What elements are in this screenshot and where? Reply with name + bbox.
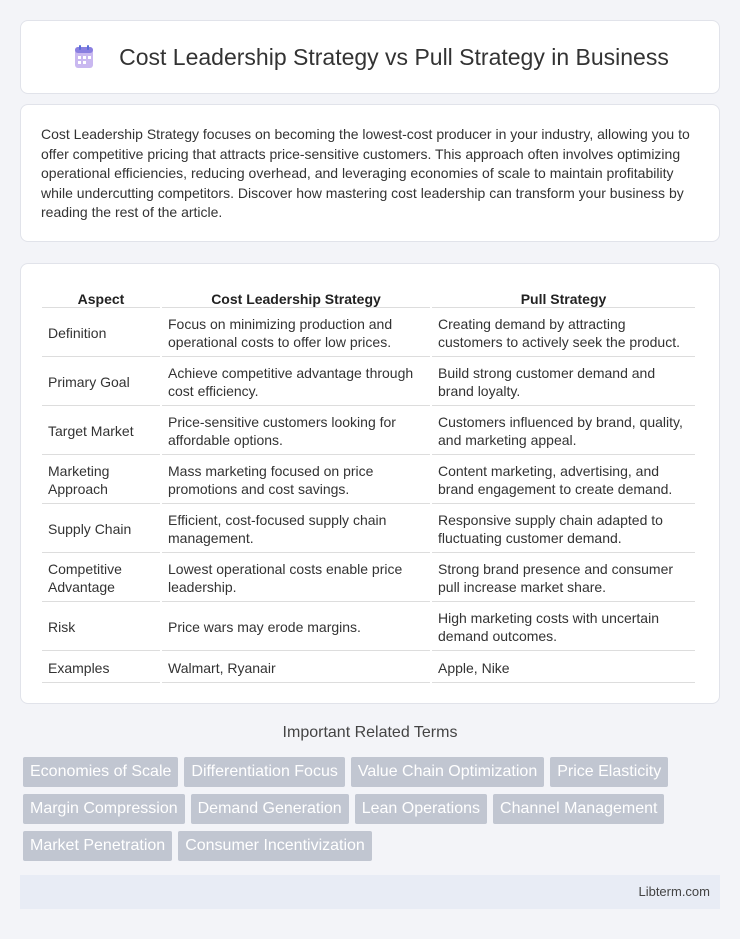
- table-row: [42, 457, 695, 504]
- related-term-tag[interactable]: Economies of Scale: [23, 757, 178, 787]
- pull-cell: Build strong customer demand and brand loyalty.: [432, 359, 695, 406]
- comparison-table: [40, 282, 697, 685]
- cost-leadership-cell: Lowest operational costs enable price leadership.: [162, 555, 430, 602]
- comparison-card: [20, 263, 720, 704]
- cost-leadership-cell: Price-sensitive customers looking for affordable options.: [162, 408, 430, 455]
- footer: [20, 875, 720, 909]
- table-header-row: [42, 284, 695, 308]
- aspect-cell: Definition: [42, 310, 160, 357]
- cost-leadership-cell: Price wars may erode margins.: [162, 604, 430, 651]
- related-term-tag[interactable]: Margin Compression: [23, 794, 185, 824]
- header-card: [20, 20, 720, 94]
- related-term-tag[interactable]: Market Penetration: [23, 831, 172, 861]
- table-row: [42, 555, 695, 602]
- aspect-cell: Risk: [42, 604, 160, 651]
- related-term-tag[interactable]: Channel Management: [493, 794, 664, 824]
- related-terms-title: Important Related Terms: [282, 724, 458, 741]
- related-term-tag[interactable]: Differentiation Focus: [184, 757, 344, 787]
- related-term-tag[interactable]: Price Elasticity: [550, 757, 668, 787]
- aspect-cell: Supply Chain: [42, 506, 160, 553]
- page-title: Cost Leadership Strategy vs Pull Strategy in Business: [119, 43, 669, 70]
- column-header-pull: Pull Strategy: [432, 284, 695, 308]
- cost-leadership-cell: Efficient, cost-focused supply chain management.: [162, 506, 430, 553]
- pull-cell: Strong brand presence and consumer pull increase market share.: [432, 555, 695, 602]
- table-row: [42, 604, 695, 651]
- table-row: [42, 506, 695, 553]
- pull-cell: Customers influenced by brand, quality, and marketing appeal.: [432, 408, 695, 455]
- cost-leadership-cell: Achieve competitive advantage through cost efficiency.: [162, 359, 430, 406]
- pull-cell: Apple, Nike: [432, 653, 695, 683]
- cost-leadership-cell: Walmart, Ryanair: [162, 653, 430, 683]
- footer-site-link[interactable]: Libterm.com: [638, 884, 710, 899]
- aspect-cell: Marketing Approach: [42, 457, 160, 504]
- pull-cell: High marketing costs with uncertain demand outcomes.: [432, 604, 695, 651]
- column-header-cost-leadership: Cost Leadership Strategy: [162, 284, 430, 308]
- intro-text: Cost Leadership Strategy focuses on becoming the lowest-cost producer in your industry, allowing you to offer competitive pricing that attracts price-sensitive customers. This approach often involves optimizing operational efficiencies, reducing overhead, and leveraging economies of scale to maintain profitability while undercutting competitors. Discover how mastering cost leadership can transform your business by reading the rest of the article.: [41, 126, 690, 220]
- table-row: [42, 408, 695, 455]
- related-term-tag[interactable]: Demand Generation: [191, 794, 349, 824]
- aspect-cell: Examples: [42, 653, 160, 683]
- intro-card: [20, 104, 720, 242]
- pull-cell: Content marketing, advertising, and brand engagement to create demand.: [432, 457, 695, 504]
- table-row: [42, 359, 695, 406]
- cost-leadership-cell: Focus on minimizing production and operational costs to offer low prices.: [162, 310, 430, 357]
- table-row: [42, 310, 695, 357]
- aspect-cell: Primary Goal: [42, 359, 160, 406]
- pull-cell: Creating demand by attracting customers to actively seek the product.: [432, 310, 695, 357]
- aspect-cell: Competitive Advantage: [42, 555, 160, 602]
- table-row: [42, 653, 695, 683]
- document-icon: [71, 44, 97, 70]
- related-term-tag[interactable]: Consumer Incentivization: [178, 831, 372, 861]
- cost-leadership-cell: Mass marketing focused on price promotions and cost savings.: [162, 457, 430, 504]
- related-term-tag[interactable]: Lean Operations: [355, 794, 487, 824]
- pull-cell: Responsive supply chain adapted to fluctuating customer demand.: [432, 506, 695, 553]
- aspect-cell: Target Market: [42, 408, 160, 455]
- related-term-tag[interactable]: Value Chain Optimization: [351, 757, 544, 787]
- related-terms-list: [23, 757, 723, 868]
- column-header-aspect: Aspect: [42, 284, 160, 308]
